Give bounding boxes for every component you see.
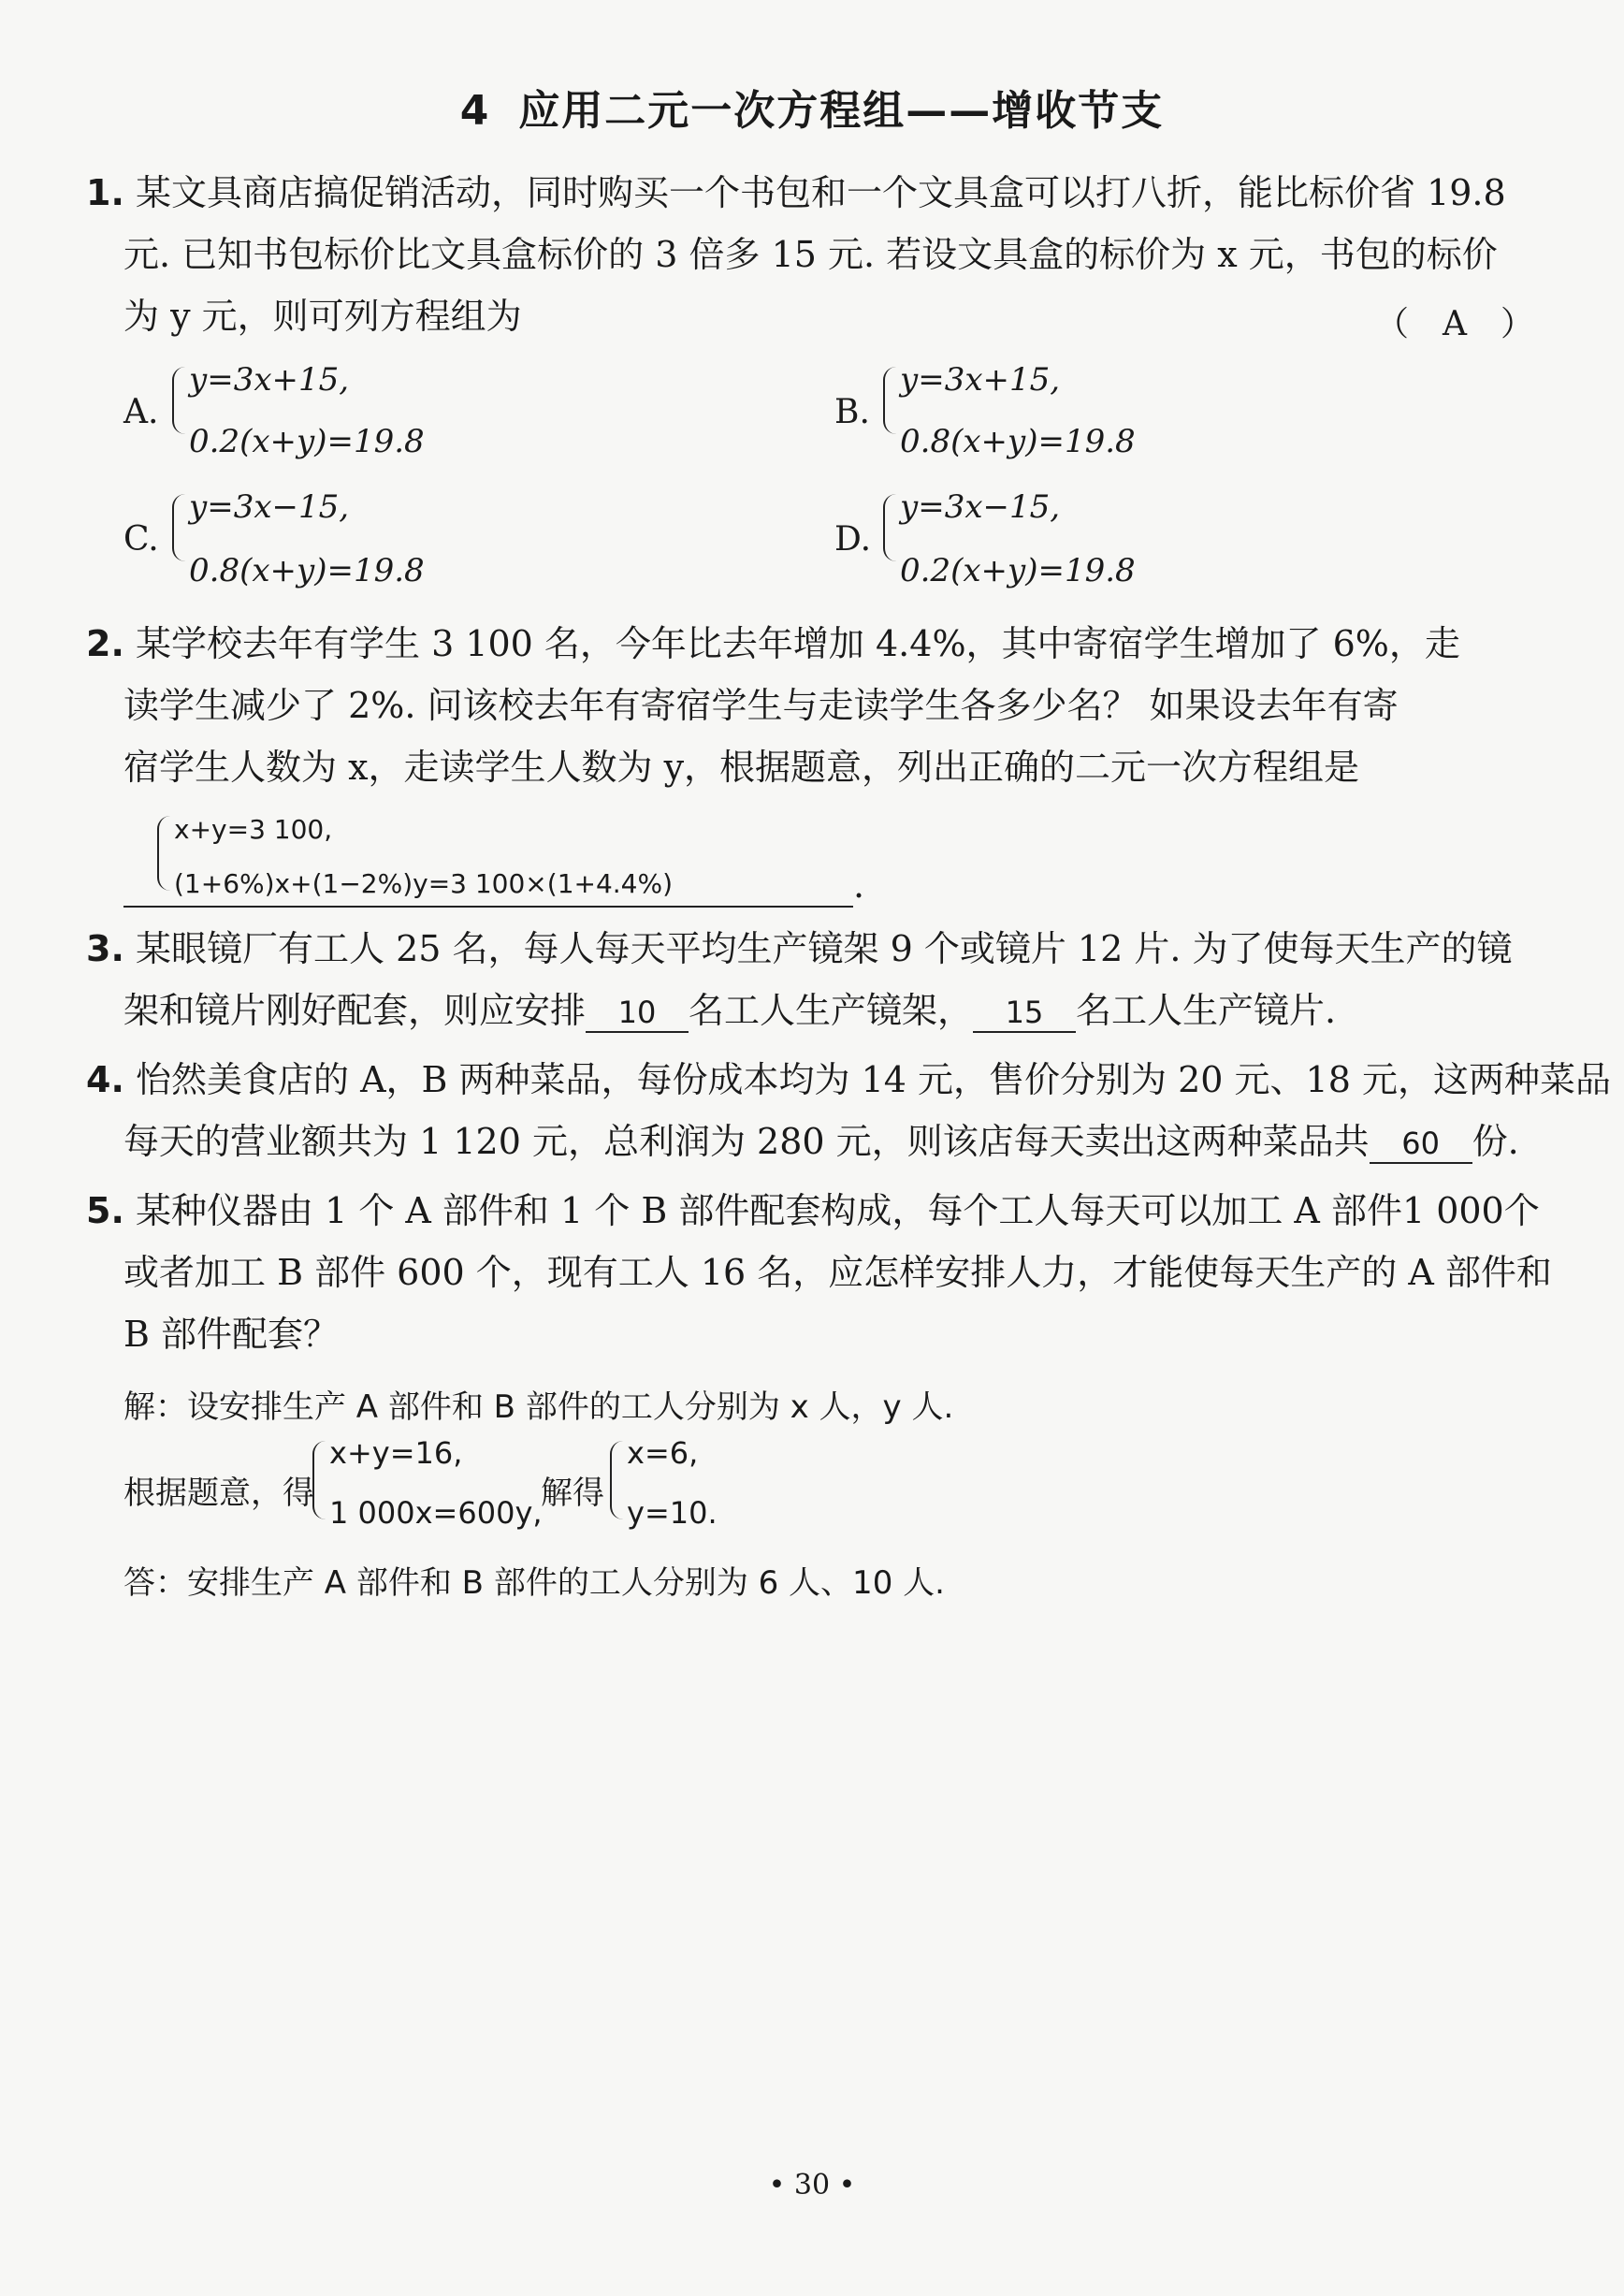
q5-solution-intro: 解：设安排生产 A 部件和 B 部件的工人分别为 x 人，y 人.	[123, 1388, 954, 1426]
q5-result-eq2: y=10.	[627, 1495, 718, 1531]
q3-number: 3.	[86, 928, 124, 969]
option-d-label: D.	[834, 520, 872, 559]
page-number: • 30 •	[768, 2169, 856, 2202]
q5-solution-answer: 答：安排生产 A 部件和 B 部件的工人分别为 6 人、10 人.	[123, 1564, 945, 1602]
q1-line1	[86, 170, 1506, 215]
q4-number: 4.	[86, 1059, 124, 1100]
q4-blank-total: 60	[1370, 1125, 1472, 1164]
q5-result-brace	[610, 1441, 627, 1519]
q3-text-2c: 名工人生产镜片.	[1076, 990, 1337, 1031]
option-c-brace	[172, 494, 189, 561]
q5-result-eq1: x=6,	[627, 1435, 699, 1471]
q5-text-1: 某种仪器由 1 个 A 部件和 1 个 B 部件配套构成，每个工人每天可以加工 A 部件1 000个	[135, 1190, 1540, 1231]
q5-line1	[86, 1188, 1540, 1233]
q3-text-1: 某眼镜厂有工人 25 名，每人每天平均生产镜架 9 个或镜片 12 片. 为了使每天生产的镜	[135, 928, 1513, 969]
q4-line1	[86, 1057, 1611, 1102]
q1-line2: 元. 已知书包标价比文具盒标价的 3 倍多 15 元. 若设文具盒的标价为 x 元，书包的标价	[123, 234, 1498, 275]
q5-solve-label: 解得	[541, 1475, 604, 1512]
q4-text-1: 怡然美食店的 A，B 两种菜品，每份成本均为 14 元，售价分别为 20 元、18 元，这两种菜品	[135, 1059, 1611, 1100]
option-c-label: C.	[123, 520, 159, 559]
q2-fill-eq1: x+y=3 100,	[174, 814, 333, 845]
page-title	[0, 77, 1624, 137]
section-number: 4	[459, 87, 491, 135]
q3-text-2b: 名工人生产镜架，	[689, 990, 974, 1031]
option-c-eq2: 0.8(x+y)=19.8	[189, 552, 425, 589]
q2-line1	[86, 621, 1460, 666]
option-d-eq1: y=3x−15,	[900, 488, 1061, 526]
q3-line1	[86, 926, 1513, 971]
q2-line3: 宿学生人数为 x，走读学生人数为 y，根据题意，列出正确的二元一次方程组是	[123, 747, 1360, 788]
q2-text-1: 某学校去年有学生 3 100 名，今年比去年增加 4.4%，其中寄宿学生增加了 6%，走	[135, 623, 1460, 664]
option-b-label: B.	[834, 393, 870, 431]
section-title: 应用二元一次方程组——增收节支	[518, 87, 1165, 135]
q1-answer: （ A ）	[1375, 305, 1534, 343]
q5-line3: B 部件配套？	[123, 1314, 340, 1355]
option-a-eq1: y=3x+15,	[189, 361, 350, 399]
q1-number: 1.	[86, 172, 124, 213]
q5-system-eq1: x+y=16,	[329, 1435, 463, 1471]
option-b-eq1: y=3x+15,	[900, 361, 1061, 399]
option-a-eq2: 0.2(x+y)=19.8	[189, 423, 425, 460]
option-b-brace	[883, 367, 900, 434]
q3-line2	[123, 988, 1336, 1033]
option-d-brace	[883, 494, 900, 561]
q2-end: .	[853, 865, 865, 906]
q5-line2: 或者加工 B 部件 600 个，现有工人 16 名，应怎样安排人力，才能使每天生产的 A 部件和	[123, 1252, 1552, 1293]
q3-blank-frames: 10	[586, 994, 689, 1033]
q5-system-brace	[312, 1441, 329, 1519]
q5-system-eq2: 1 000x=600y,	[329, 1495, 543, 1531]
q5-solution-setup: 根据题意，得	[123, 1475, 314, 1512]
q1-line3: 为 y 元，则可列方程组为	[123, 296, 522, 337]
q4-text-2b: 份.	[1472, 1121, 1519, 1162]
q1-text-1: 某文具商店搞促销活动，同时购买一个书包和一个文具盒可以打八折，能比标价省 19.8	[135, 172, 1506, 213]
q3-blank-lenses: 15	[973, 994, 1076, 1033]
q2-number: 2.	[86, 623, 124, 664]
option-a-label: A.	[123, 393, 159, 431]
q5-number: 5.	[86, 1190, 124, 1231]
option-c-eq1: y=3x−15,	[189, 488, 350, 526]
q2-line2: 读学生减少了 2%. 问该校去年有寄宿学生与走读学生各多少名？ 如果设去年有寄	[123, 685, 1399, 726]
q4-text-2a: 每天的营业额共为 1 120 元，总利润为 280 元，则该店每天卖出这两种菜品共	[123, 1121, 1370, 1162]
q3-text-2a: 架和镜片刚好配套，则应安排	[123, 990, 587, 1031]
q4-line2	[123, 1119, 1519, 1164]
q2-fill-eq2: (1+6%)x+(1−2%)y=3 100×(1+4.4%)	[174, 868, 674, 899]
option-b-eq2: 0.8(x+y)=19.8	[900, 423, 1136, 460]
option-d-eq2: 0.2(x+y)=19.8	[900, 552, 1136, 589]
q2-brace	[157, 816, 174, 891]
option-a-brace	[172, 367, 189, 434]
